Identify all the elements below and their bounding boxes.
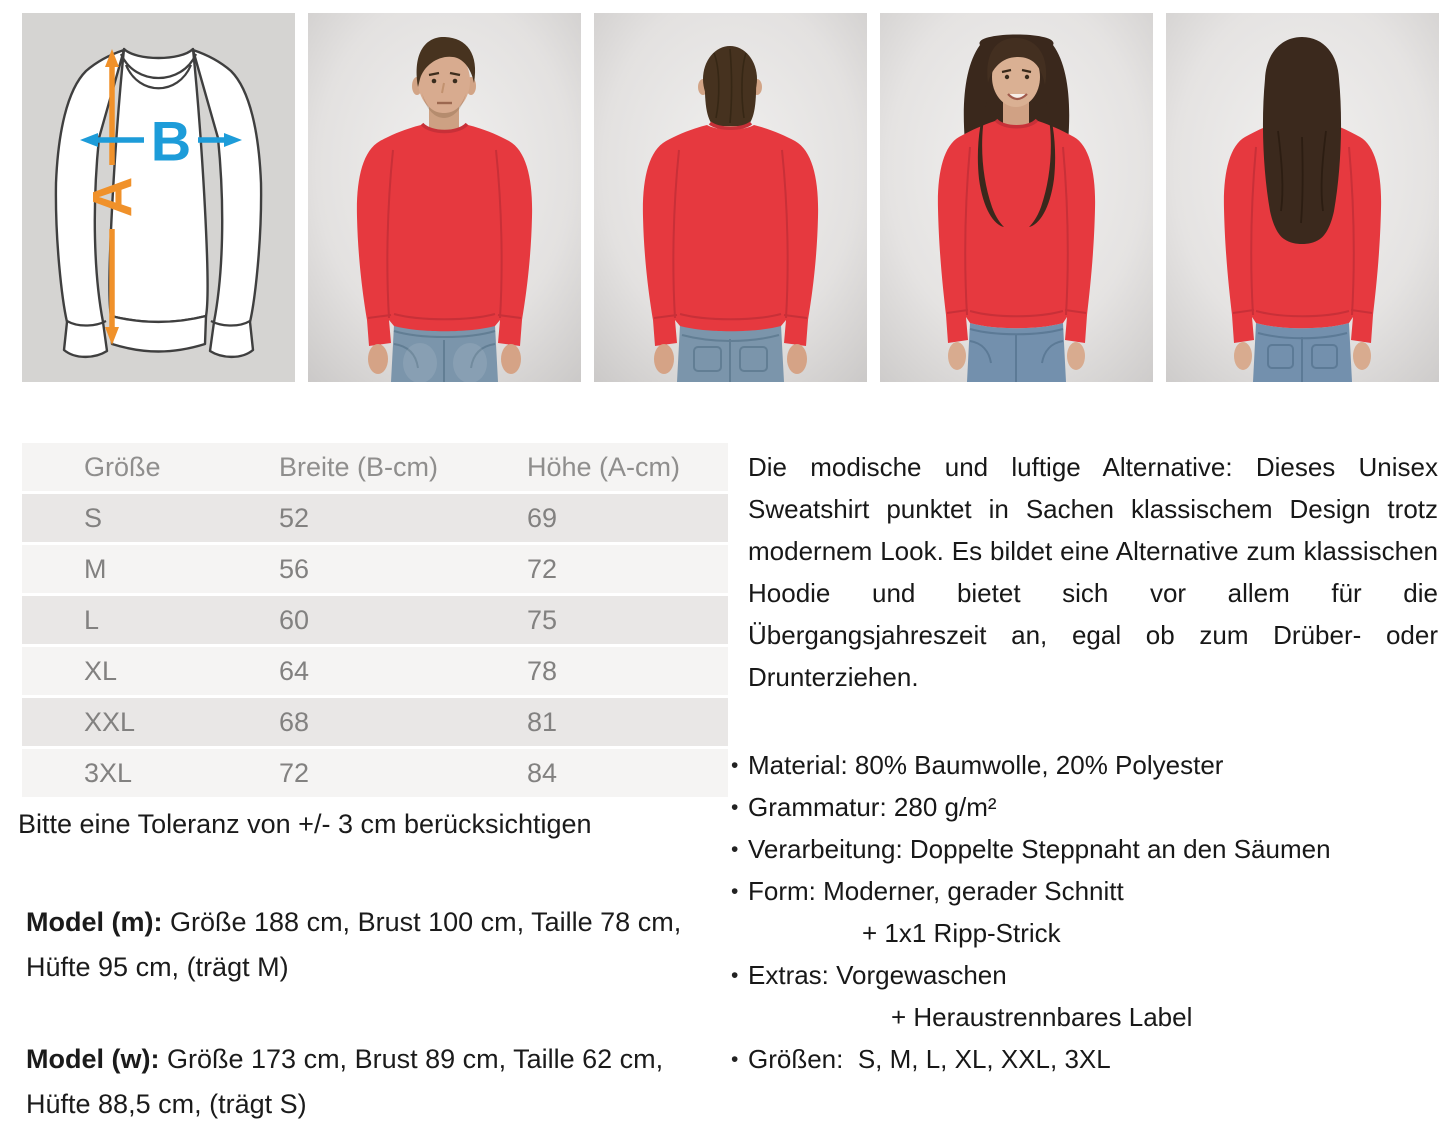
feature-text: Extras: Vorgewaschen: [748, 960, 1007, 990]
hair-back: [1263, 37, 1341, 244]
model-female-front-photo: [880, 13, 1153, 382]
photo-model-male-back: [594, 13, 867, 382]
feature-text: Material: 80% Baumwolle, 20% Polyester: [748, 750, 1224, 780]
cell-size: 3XL: [84, 757, 133, 788]
cell-size: S: [84, 502, 103, 533]
size-diagram-sketch: [22, 13, 295, 382]
table-row: [22, 749, 728, 797]
feature-text: Größen: S, M, L, XL, XXL, 3XL: [748, 1044, 1111, 1074]
feature-verarbeitung: [731, 828, 1438, 870]
model-m-label: Model (m):: [26, 907, 163, 937]
model-w-label: Model (w):: [26, 1044, 160, 1074]
feature-grammatur: [731, 786, 1438, 828]
cell-height: 81: [527, 706, 558, 737]
cell-width: 56: [279, 553, 310, 584]
feature-text: Form: Moderner, gerader Schnitt: [748, 876, 1124, 906]
table-row: [22, 494, 728, 542]
model-male-front-photo: [308, 13, 581, 382]
table-row: [22, 698, 728, 746]
bullet-icon: •: [731, 838, 739, 861]
cell-height: 72: [527, 553, 558, 584]
label-b: B: [150, 109, 192, 173]
feature-text: Verarbeitung: Doppelte Steppnaht an den Säumen: [748, 834, 1331, 864]
tolerance-note: Bitte eine Toleranz von +/- 3 cm berücksichtigen: [18, 809, 592, 839]
product-images-row: [22, 13, 1439, 382]
model-male-back-photo: [594, 13, 867, 382]
cell-height: 84: [527, 757, 558, 788]
jeans-back: [1253, 323, 1352, 382]
size-table: [22, 443, 728, 797]
cell-height: 75: [527, 604, 558, 635]
cell-size: L: [84, 604, 100, 635]
model-w-measurements: Größe 173 cm, Brust 89 cm, Taille 62 cm, Hüfte 88,5 cm, (trägt S): [26, 1044, 664, 1119]
cell-width: 52: [279, 502, 310, 533]
right-hand: [1353, 342, 1371, 370]
feature-continuation: + 1x1 Ripp-Strick: [862, 918, 1061, 948]
model-female-back-photo: [1166, 13, 1439, 382]
left-hand: [1234, 342, 1252, 370]
feature-form: [731, 870, 1438, 954]
bullet-icon: •: [731, 796, 739, 819]
left-hand: [368, 344, 388, 374]
feature-continuation: + Heraustrennbares Label: [891, 1002, 1193, 1032]
sweatshirt: [357, 124, 532, 346]
feature-text: Grammatur: 280 g/m²: [748, 792, 997, 822]
col-header-breite: Breite (B-cm): [279, 451, 439, 482]
model-m-info: [26, 900, 728, 990]
size-diagram: [22, 13, 295, 382]
col-header-hoehe: Höhe (A-cm): [527, 451, 681, 482]
table-row: [22, 596, 728, 644]
cell-height: 69: [527, 502, 558, 533]
right-hand: [1067, 342, 1085, 370]
photo-model-male-front: [308, 13, 581, 382]
feature-material: [731, 744, 1438, 786]
bullet-icon: •: [731, 754, 739, 777]
size-info-column: [18, 443, 728, 1127]
table-row: [22, 647, 728, 695]
left-hand: [948, 342, 966, 370]
bullet-icon: •: [731, 1048, 739, 1071]
description-column: [731, 446, 1438, 1080]
size-table-header-row: [22, 443, 728, 491]
feature-list: [731, 744, 1438, 1080]
table-row: [22, 545, 728, 593]
cell-size: XL: [84, 655, 118, 686]
jeans-back: [677, 325, 784, 382]
cell-width: 72: [279, 757, 310, 788]
bullet-icon: •: [731, 964, 739, 987]
bullet-icon: •: [731, 880, 739, 903]
model-w-info: [26, 1037, 728, 1127]
left-hand: [654, 344, 674, 374]
photo-model-female-back: [1166, 13, 1439, 382]
product-description: Die modische und luftige Alternative: Dieses Unisex Sweatshirt punktet in Sachen klassischem Design trotz modernem Look. Es bildet eine Alternative zum klassischen Hoodie und bietet sich vor allem für die Übergangsjahreszeit an, egal ob zum Drüber- oder Drunterziehen.: [748, 452, 1438, 692]
label-a: A: [80, 176, 144, 218]
model-m-measurements: Größe 188 cm, Brust 100 cm, Taille 78 cm, Hüfte 95 cm, (trägt M): [26, 907, 682, 982]
jeans: [391, 325, 498, 382]
feature-extras: [731, 954, 1438, 1038]
cell-size: M: [84, 553, 107, 584]
cell-width: 60: [279, 604, 310, 635]
sweatshirt-back: [643, 123, 818, 346]
right-hand: [787, 344, 807, 374]
cell-width: 64: [279, 655, 310, 686]
sweatshirt: [938, 120, 1095, 343]
jeans: [967, 323, 1066, 382]
cell-size: XXL: [84, 706, 136, 737]
photo-model-female-front: [880, 13, 1153, 382]
cell-width: 68: [279, 706, 310, 737]
feature-groessen: [731, 1038, 1438, 1080]
col-header-groesse: Größe: [84, 451, 161, 482]
cell-height: 78: [527, 655, 558, 686]
right-hand: [501, 344, 521, 374]
